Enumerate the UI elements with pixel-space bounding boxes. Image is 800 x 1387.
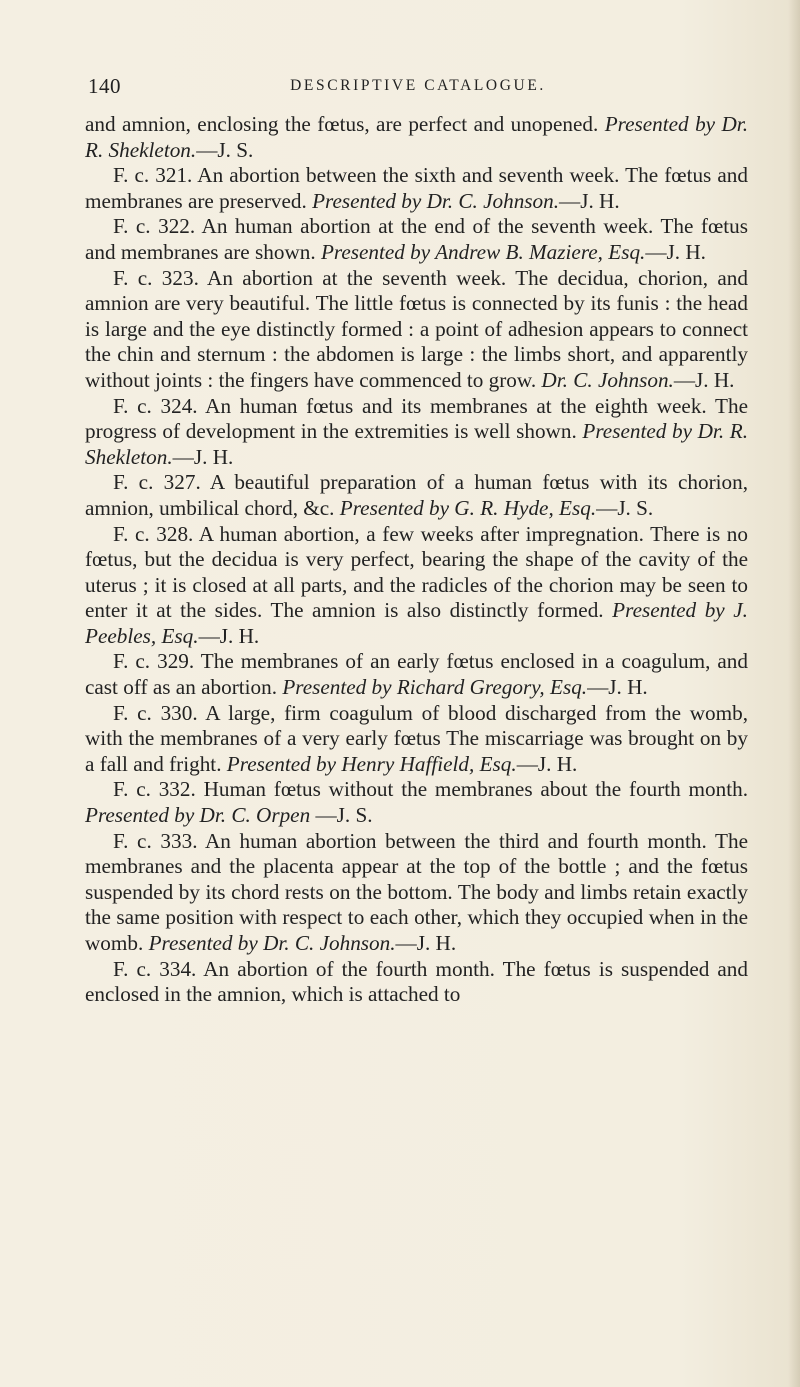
catalogue-entry: F. c. 321. An abortion between the sixth and seventh week. The fœtus and membranes are preserved. Presented by Dr. C. Johnson.—J. H.: [85, 163, 748, 213]
catalogue-entry: F. c. 334. An abortion of the fourth month. The fœtus is suspended and enclosed in the amnion, which is attached to: [85, 956, 748, 1007]
catalogue-text: [85, 112, 748, 1008]
catalogue-entry: F. c. 328. A human abortion, a few weeks after impregnation. There is no fœtus, but the decidua is very perfect, bearing the shape of the cavity of the uterus ; it is closed at all parts, and the radicles of the chorion may be seen to enter it at the sides. The amnion is also distinctly formed. Presented by J. Peebles, Esq.—J. H.: [85, 521, 748, 648]
page-edge-shadow: [788, 0, 800, 1387]
catalogue-entry: and amnion, enclosing the fœtus, are perfect and unopened. Presented by Dr. R. Shekleton.—J. S.: [85, 112, 748, 162]
catalogue-entry: F. c. 329. The membranes of an early fœtus enclosed in a coagulum, and cast off as an abortion. Presented by Richard Gregory, Esq.—J. H.: [85, 649, 748, 700]
page-header: [88, 74, 748, 104]
running-title: DESCRIPTIVE CATALOGUE.: [290, 77, 546, 94]
page-number: 140: [88, 74, 121, 98]
catalogue-entry: F. c. 332. Human fœtus without the membranes about the fourth month. Presented by Dr. C. Orpen —J. S.: [85, 777, 748, 828]
catalogue-entry: F. c. 330. A large, firm coagulum of blood discharged from the womb, with the membranes of a very early fœtus The miscarriage was brought on by a fall and fright. Presented by Henry Haffield, Esq.—J. H.: [85, 700, 748, 776]
catalogue-entry: F. c. 322. An human abortion at the end of the seventh week. The fœtus and membranes are shown. Presented by Andrew B. Maziere, Esq.—J. H.: [85, 214, 748, 264]
catalogue-entry: F. c. 333. An human abortion between the third and fourth month. The membranes and the placenta appear at the top of the bottle ; and the fœtus suspended by its chord rests on the bottom. The body and limbs retain exactly the same position with respect to each other, which they occupied when in the womb. Presented by Dr. C. Johnson.—J. H.: [85, 828, 748, 955]
catalogue-entry: F. c. 324. An human fœtus and its membranes at the eighth week. The progress of development in the extremities is well shown. Presented by Dr. R. Shekleton.—J. H.: [85, 393, 748, 469]
catalogue-entry: F. c. 327. A beautiful preparation of a human fœtus with its chorion, amnion, umbilical chord, &c. Presented by G. R. Hyde, Esq.—J. S.: [85, 470, 748, 520]
catalogue-entry: F. c. 323. An abortion at the seventh week. The decidua, chorion, and amnion are very beautiful. The little fœtus is connected by its funis : the head is large and the eye distinctly formed : a point of adhesion appears to connect the chin and sternum : the abdomen is large : the limbs short, and apparently without joints : the fingers have commenced to grow. Dr. C. Johnson.—J. H.: [85, 265, 748, 392]
